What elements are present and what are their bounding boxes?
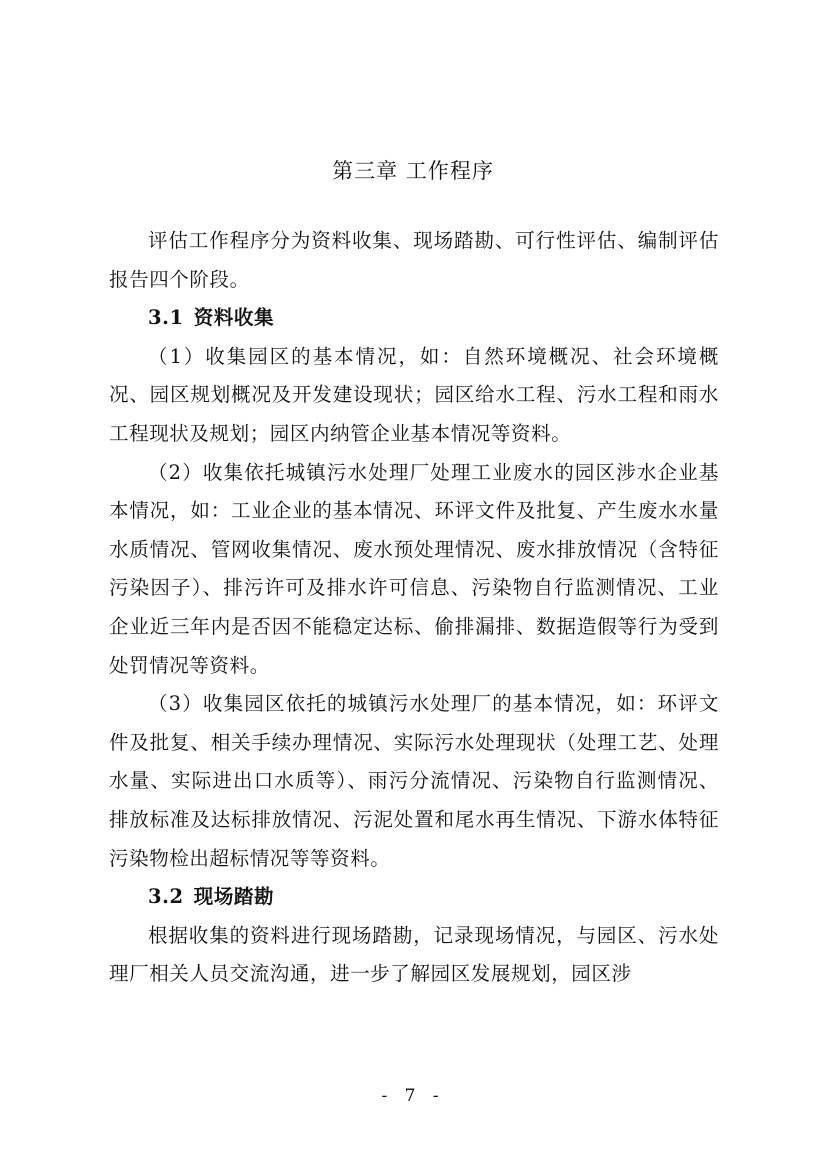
- page-number: - 7 -: [381, 1086, 445, 1106]
- section-heading-3-2: [109, 878, 719, 917]
- intro-paragraph: 评估工作程序分为资料收集、现场踏勘、可行性评估、编制评估报告四个阶段。: [109, 229, 719, 291]
- section-title: 现场踏勘: [193, 885, 275, 909]
- section-title: 资料收集: [193, 306, 275, 330]
- document-body: [109, 222, 719, 994]
- chapter-title: 第三章 工作程序: [332, 159, 494, 183]
- section-number: 3.2: [148, 885, 184, 909]
- paragraph-3-1-1: （1）收集园区的基本情况，如：自然环境概况、社会环境概况、园区规划概况及开发建设现状；园区给水工程、污水工程和雨水工程现状及规划；园区内纳管企业基本情况等资料。: [109, 344, 719, 445]
- paragraph-3-1-2: （2）收集依托城镇污水处理厂处理工业废水的园区涉水企业基本情况，如：工业企业的基本情况、环评文件及批复、产生废水水量水质情况、管网收集情况、废水预处理情况、废水排放情况（含特征污染因子）、排污许可及排水许可信息、污染物自行监测情况、工业企业近三年内是否因不能稳定达标、偷排漏排、数据造假等行为受到处罚情况等资料。: [109, 460, 719, 677]
- section-heading-3-1: [109, 299, 719, 338]
- paragraph-3-1-3: （3）收集园区依托的城镇污水处理厂的基本情况，如：环评文件及批复、相关手续办理情况、实际污水处理现状（处理工艺、处理水量、实际进出口水质等）、雨污分流情况、污染物自行监测情况、排放标准及达标排放情况、污泥处置和尾水再生情况、下游水体特征污染物检出超标情况等等资料。: [109, 692, 719, 870]
- paragraph-3-2-1: 根据收集的资料进行现场踏勘，记录现场情况，与园区、污水处理厂相关人员交流沟通，进一步了解园区发展规划，园区涉: [109, 923, 719, 986]
- section-number: 3.1: [148, 306, 184, 330]
